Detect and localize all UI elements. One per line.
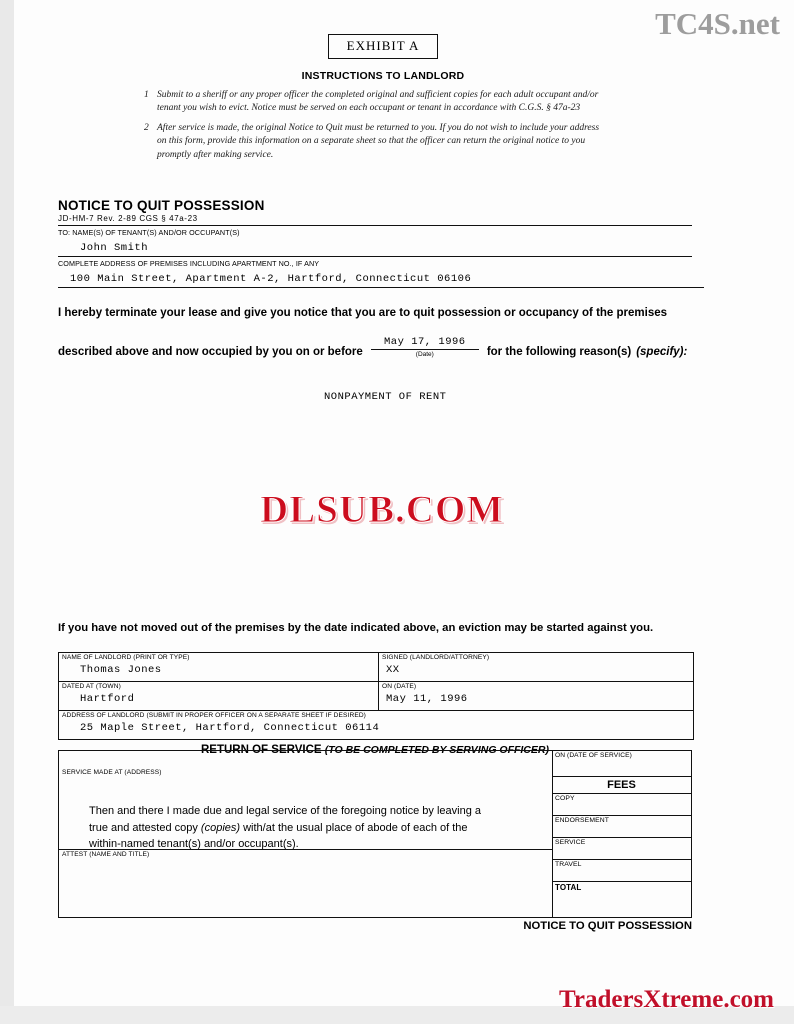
landlord-row-address [59,711,693,740]
quit-date-field [371,336,479,358]
premises-address-label: COMPLETE ADDRESS OF PREMISES INCLUDING APARTMENT NO., IF ANY [58,259,320,269]
service-on-date-cell [552,751,691,777]
termination-paragraph-line1: I hereby terminate your lease and give you notice that you are to quit possession or occupancy of the premises [58,307,668,320]
fee-row: TRAVEL [552,859,691,881]
landlord-signed-value: XX [386,664,400,676]
landlord-address-label: ADDRESS OF LANDLORD (SUBMIT IN PROPER OFFICER ON A SEPARATE SHEET IF DESIRED) [62,712,366,719]
instructions-list [144,89,604,162]
landlord-row-name [59,653,693,682]
landlord-address-cell [59,711,693,740]
fee-row: SERVICE [552,837,691,859]
fee-row: COPY [552,793,691,815]
landlord-on-date-label: ON (DATE) [382,683,417,690]
reason-value: NONPAYMENT OF RENT [324,391,447,404]
eviction-warning: If you have not moved out of the premises by the date indicated above, an eviction may be started against you. [58,622,654,634]
attest-cell [59,849,553,883]
return-of-service-title: RETURN OF SERVICE [201,744,322,756]
return-of-service-body [89,803,529,853]
list-item-number: 1 [144,90,149,100]
instructions-title: INSTRUCTIONS TO LANDLORD [301,70,465,82]
list-item-text: Submit to a sheriff or any proper officer the completed original and sufficient copies for each adult occupant and/or tenant you wish to evict. Notice must be served on each occupant or tenant in accordance with C.G.S. § 47a-23 [157,90,599,114]
landlord-dated-at-label: DATED AT (TOWN) [62,683,121,690]
fee-row: ENDORSEMENT [552,815,691,837]
exhibit-label: EXHIBIT A [328,34,438,59]
document-body [58,34,708,403]
return-of-service-body-line3: within-named tenant(s) and/or occupant(s). [89,838,299,850]
body-line2-pre: true and attested copy [89,821,198,834]
tenant-name-value: John Smith [58,237,692,257]
landlord-address-value: 25 Maple Street, Hartford, Connecticut 06114 [80,722,380,734]
landlord-signed-label: SIGNED (LANDLORD/ATTORNEY) [382,654,490,661]
fees-title: FEES [607,779,636,791]
quit-date-value: May 17, 1996 [371,336,479,350]
return-of-service-left [59,751,553,917]
form-code: JD-HM-7 Rev. 2-89 CGS § 47a-23 [58,214,692,226]
paragraph2-specify: (specify): [636,346,688,359]
return-of-service-subtitle: (TO BE COMPLETED BY SERVING OFFICER) [324,744,549,756]
landlord-dated-at-cell [59,682,379,711]
paragraph2-prefix: described above and now occupied by you on or before [58,346,363,359]
return-of-service-body-line1: Then and there I made due and legal service of the foregoing notice by leaving a [89,805,481,817]
body-line2-post: with/at the usual place of abode of each of the [243,821,468,834]
watermark-top-right: TC4S.net [655,6,780,41]
landlord-signed-cell [379,653,693,682]
return-of-service-body-line2 [89,820,529,837]
fee-row-total: TOTAL [552,881,691,903]
list-item [144,122,604,162]
fees-column [552,751,691,917]
landlord-information-block [58,652,694,740]
landlord-on-date-cell [379,682,693,711]
premises-address-value: 100 Main Street, Apartment A-2, Hartford, Connecticut 06106 [58,268,704,288]
list-item-text: After service is made, the original Notice to Quit must be returned to you. If you do not wish to include your address on this form, provide this information on a separate sheet so that the officer can return the original notice to you promptly after making service. [157,122,600,160]
scan-edge-left [0,0,14,1024]
attest-label: ATTEST (NAME AND TITLE) [62,851,150,858]
landlord-row-dated [59,682,693,711]
quit-date-caption: (Date) [415,351,434,359]
body-copies-italic: (copies) [200,821,241,834]
list-item-number: 2 [144,122,149,133]
watermark-bottom-right: TradersXtreme.com [559,986,774,1013]
landlord-name-value: Thomas Jones [80,664,162,676]
service-on-date-label: ON (DATE OF SERVICE) [555,752,632,759]
footer-title: NOTICE TO QUIT POSSESSION [523,920,692,932]
tenant-name-label: TO: NAME(S) OF TENANT(S) AND/OR OCCUPANT(S) [58,228,240,238]
landlord-name-cell [59,653,379,682]
list-item [144,89,604,116]
return-of-service-block [58,750,692,918]
landlord-name-label: NAME OF LANDLORD (PRINT OR TYPE) [62,654,190,661]
paragraph2-suffix: for the following reason(s) [486,346,632,359]
service-made-at-label: SERVICE MADE AT (ADDRESS) [62,769,162,776]
document-title: NOTICE TO QUIT POSSESSION [58,198,265,214]
landlord-dated-at-value: Hartford [80,693,135,705]
watermark-center: DLSUB.COM [260,488,505,531]
landlord-on-date-value: May 11, 1996 [386,693,468,705]
termination-paragraph-line2 [58,336,708,358]
